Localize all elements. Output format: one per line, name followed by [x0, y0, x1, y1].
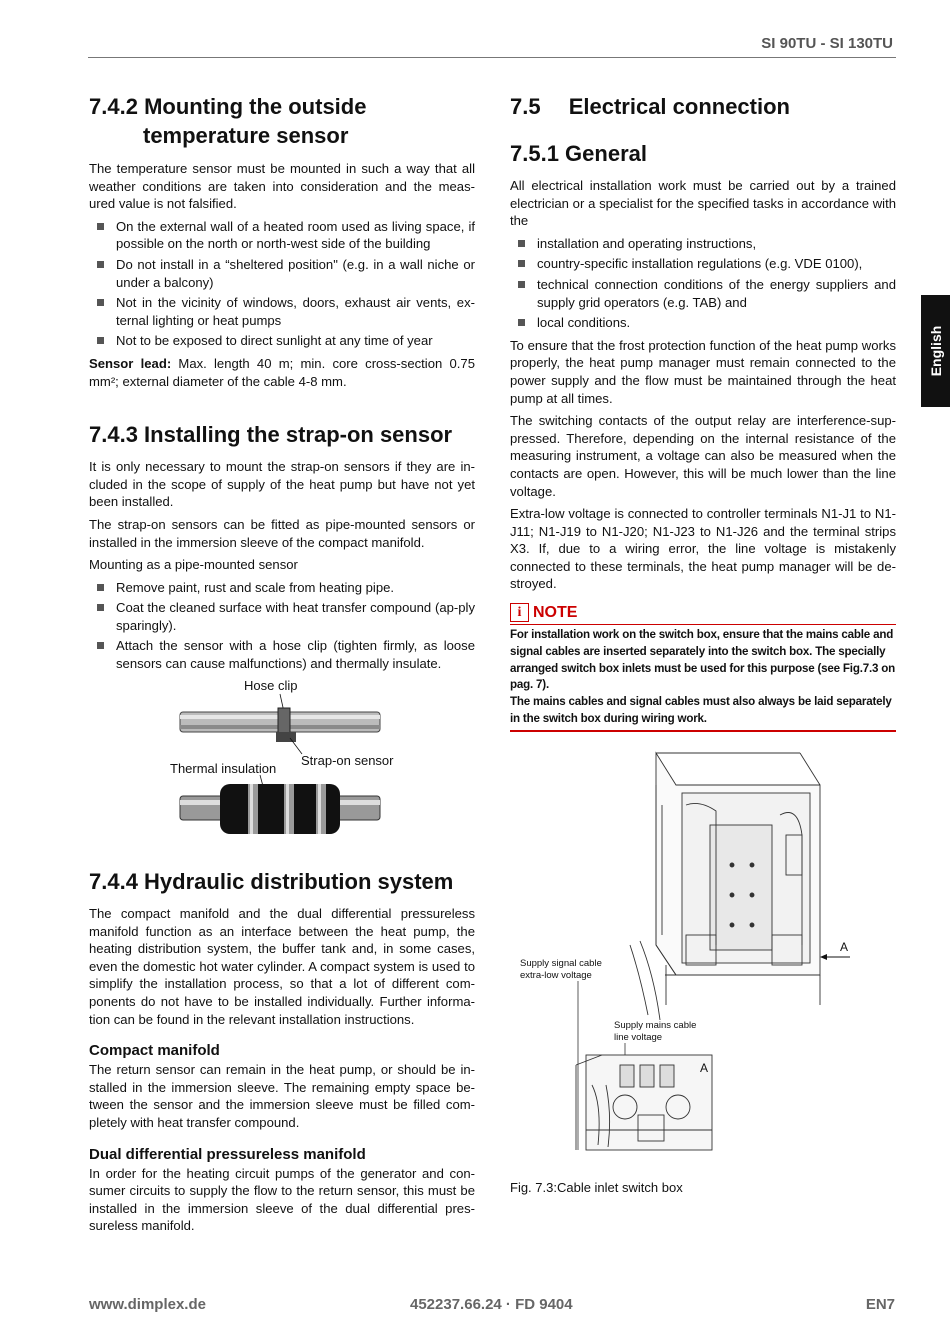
- bullet-list: [510, 235, 896, 332]
- language-tab: [921, 295, 950, 407]
- figure-caption: Fig. 7.3:Cable inlet switch box: [510, 1180, 683, 1195]
- list-item: Coat the cleaned surface with heat transfer compound (ap-ply sparingly).: [89, 599, 475, 634]
- paragraph: The switching contacts of the output relay are interference-sup-pressed. Therefore, depending on the internal resistance of the measuring instrument, a voltage can also be measured when the contacts are open. However, this will be much lower than the line voltage.: [510, 413, 896, 499]
- arrow-label-a-top: A: [840, 940, 849, 954]
- heading-dual-manifold: Dual differential pressureless manifold: [89, 1145, 366, 1163]
- note-text-1: For installation work on the switch box, ensure that the mains cable and signal cables are inserted separately into the switch box. The specially arranged switch box inlets must be used for this purpose (see Fig.7.3 on pag. 7).: [510, 628, 896, 692]
- footer-doc-number: 452237.66.24 · FD 9404: [410, 1296, 573, 1313]
- left-column: [89, 92, 475, 678]
- right-column: [510, 92, 896, 732]
- list-item: Remove paint, rust and scale from heating pipe.: [89, 579, 475, 597]
- heading-7-5: 7.5 Electrical connection: [510, 94, 790, 119]
- list-item: local conditions.: [510, 314, 896, 332]
- list-item: Not to be exposed to direct sunlight at any time of year: [89, 332, 475, 350]
- arrow-label-a-bottom: A: [700, 1061, 709, 1075]
- list-item: country-specific installation regulations (e.g. VDE 0100),: [510, 255, 896, 273]
- footer-page-number: EN7: [865, 1296, 895, 1313]
- list-item: On the external wall of a heated room used as living space, if possible on the north or north-west side of the building: [89, 218, 475, 253]
- switch-box-detail-drawing: [576, 1055, 712, 1150]
- hose-clip-label: Hose clip: [244, 678, 298, 693]
- heading-7-5-1: 7.5.1 General: [510, 141, 647, 166]
- paragraph: The temperature sensor must be mounted in such a way that all weather conditions are taken into consideration and the meas-ured value is not falsified.: [89, 161, 475, 212]
- heading-compact-manifold: Compact manifold: [89, 1042, 220, 1060]
- note-text-2: The mains cables and signal cables must also always be laid separately in the switch box during wiring work.: [510, 695, 892, 726]
- sensor-lead-paragraph: [89, 355, 475, 390]
- paragraph: The compact manifold and the dual differential pressureless manifold function as an interface between the heat pump, the heating distribution system, the buffer tank and, in some cases, even the domestic hot water cylinder. A compact system is used to simplify the installation process, so that a lot of different com-ponents do not have to be installed individually. Further informa-tion can be found in the relevant installation instructions.: [89, 906, 475, 1027]
- footer-url[interactable]: www.dimplex.de: [89, 1296, 206, 1313]
- cable-inlet-figure: [510, 745, 896, 1165]
- heading-7-4-3: 7.4.3 Installing the strap-on sensor: [89, 422, 453, 448]
- list-item: technical connection conditions of the energy suppliers and supply grid operators (e.g. TAB) and: [510, 276, 896, 311]
- list-item: Do not install in a “sheltered position" (e.g. in a wall niche or under a balcony): [89, 256, 475, 291]
- bullet-list: [89, 218, 475, 350]
- info-icon: i: [510, 603, 529, 622]
- heading-7-4-2-num: 7.4.2: [89, 94, 138, 119]
- heading-7-4-2-line1: Mounting the outside: [144, 94, 367, 119]
- sensor-lead-label: Sensor lead:: [89, 355, 172, 371]
- header-rule: [88, 57, 896, 58]
- note-box: [510, 603, 896, 732]
- list-item: Attach the sensor with a hose clip (tighten firmly, as loose sensors can cause malfunctions) and thermally insulate.: [89, 637, 475, 672]
- heading-7-4-4: 7.4.4 Hydraulic distribution system: [89, 869, 454, 894]
- pipe-with-clip: [180, 708, 380, 742]
- left-column-lower: [89, 867, 475, 1240]
- list-item: installation and operating instructions,: [510, 235, 896, 253]
- mains-cable-label-1: Supply mains cable: [614, 1020, 697, 1031]
- heat-pump-unit-drawing: [630, 753, 820, 1020]
- note-body: [510, 625, 896, 732]
- sensor-lead-text: Max. length 40 m; min. core cross-section 0.75 mm²; external diameter of the cable 4-8 mm.: [89, 355, 475, 389]
- paragraph: The return sensor can remain in the heat pump, or should be in-stalled in the immersion sleeve. The remaining empty space be-tween the sensor and the immersion sleeve must be filled com-pletely with heat transfer compound.: [89, 1062, 475, 1130]
- signal-cable-label-2: extra-low voltage: [520, 970, 592, 981]
- list-item: Not in the vicinity of windows, doors, exhaust air vents, ex-ternal lighting or heat pumps: [89, 294, 475, 329]
- paragraph: Extra-low voltage is connected to controller terminals N1-J1 to N1-J11; N1-J19 to N1-J20; N1-J23 to N1-J26 and the terminal strips X3. If, due to a wiring error, the line voltage is mistakenly connected to these terminals, the heat pump manager will be de-stroyed.: [510, 506, 896, 592]
- signal-cable-label-1: Supply signal cable: [520, 958, 602, 969]
- heading-7-4-2-line2: temperature sensor: [143, 123, 349, 148]
- note-header: [510, 603, 896, 625]
- strap-on-sensor-figure: [160, 672, 400, 852]
- mains-cable-label-2: line voltage: [614, 1032, 663, 1043]
- header-model: SI 90TU - SI 130TU: [761, 35, 893, 52]
- bullet-list: [89, 579, 475, 673]
- insulated-pipe: [180, 784, 380, 834]
- strap-on-sensor-label: Strap-on sensor: [301, 753, 394, 768]
- paragraph: All electrical installation work must be carried out by a trained electrician or a specialist for the specified tasks in accordance with the: [510, 178, 896, 229]
- paragraph: To ensure that the frost protection function of the heat pump works properly, the heat pump manager must remain connected to the power supply and the flow must be maintained through the heat pump at all times.: [510, 337, 896, 406]
- arrow-a-top-head: [820, 954, 827, 960]
- paragraph: It is only necessary to mount the strap-on sensors if they are in-cluded in the scope of supply of the heat pump but have not yet been installed.: [89, 459, 475, 510]
- paragraph: In order for the heating circuit pumps of the generator and con-sumer circuits to supply the flow to the return sensor, this must be installed in the immersion sleeve of the dual differential pres-sureless manifold.: [89, 1165, 475, 1234]
- paragraph: The strap-on sensors can be fitted as pipe-mounted sensors or installed in the immersion sleeve of the compact manifold.: [89, 516, 475, 550]
- language-tab-label: English: [927, 325, 944, 377]
- paragraph: Mounting as a pipe-mounted sensor: [89, 557, 298, 573]
- note-title: NOTE: [533, 603, 578, 621]
- thermal-insulation-label: Thermal insulation: [170, 761, 277, 776]
- heading-7-4-2: [89, 92, 475, 150]
